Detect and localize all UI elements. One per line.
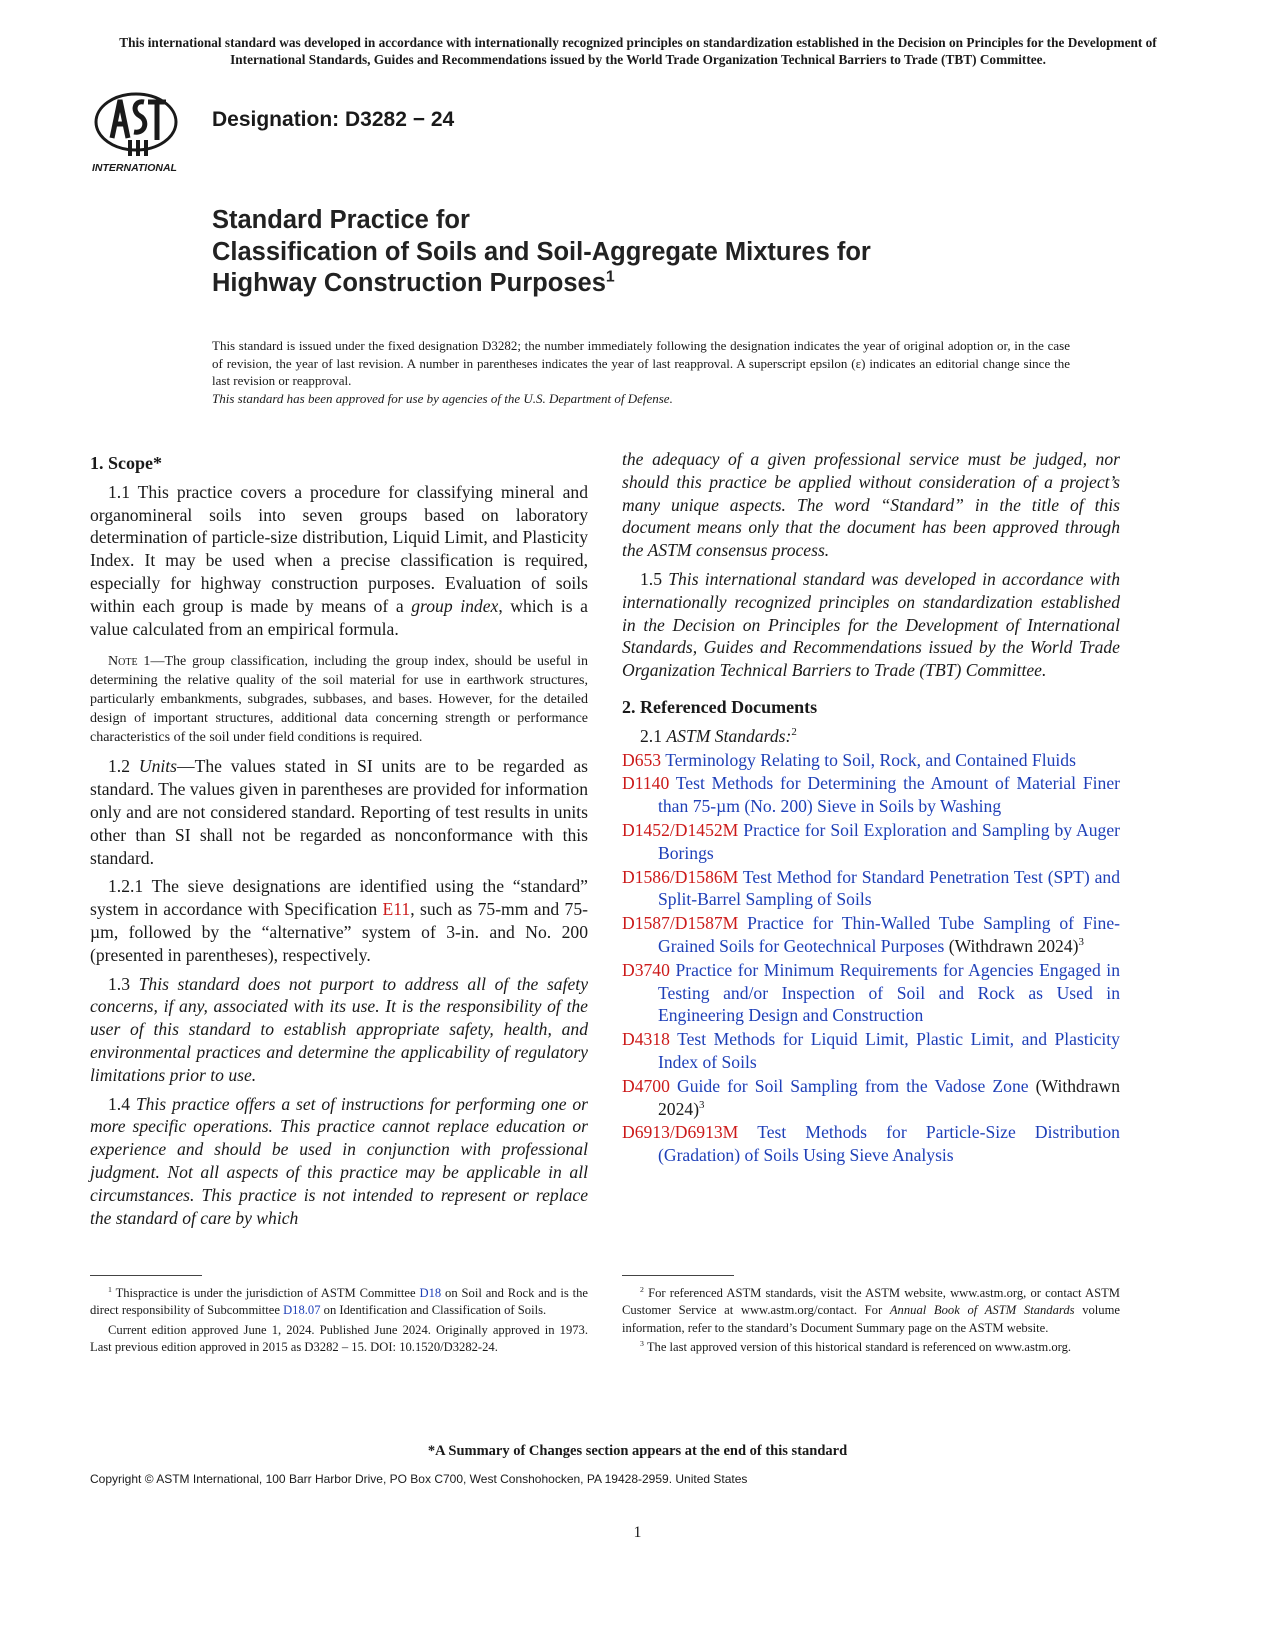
reference-list	[622, 749, 1120, 1167]
scope-heading: 1. Scope*	[90, 453, 162, 473]
reference-title-link[interactable]: Practice for Thin-Walled Tube Sampling of Fine-Grained Soils for Geotechnical Purposes	[658, 913, 1120, 956]
designation: Designation: D3282 − 24	[212, 108, 455, 131]
link-d18-07[interactable]: D18.07	[283, 1303, 321, 1318]
summary-of-changes-note: *A Summary of Changes section appears at the end of this standard	[427, 1443, 848, 1459]
reference-code-link[interactable]: D4318	[622, 1029, 670, 1050]
reference-code-link[interactable]: D653	[622, 749, 662, 770]
page-number: 1	[633, 1524, 642, 1541]
reference-code-link[interactable]: D6913/D6913M	[622, 1122, 739, 1143]
reference-code-link[interactable]: D1140	[622, 773, 670, 794]
reference-item	[622, 1121, 1120, 1167]
reference-title-link[interactable]: Test Methods for Liquid Limit, Plastic Limit, and Plasticity Index of Soils	[658, 1029, 1120, 1072]
footnote-1: $^1$ Thispractice is under the jurisdiction of ASTM Committee D18 on Soil and Rock and is the direct responsibility of Subcommittee D18.07 on Identification and Classification of Soils.	[90, 1284, 589, 1318]
astm-logo-icon	[90, 86, 194, 174]
footnotes-left	[90, 1285, 588, 1359]
logo-text: INTERNATIONAL	[92, 162, 177, 174]
footnote-divider-left	[90, 1275, 202, 1276]
reference-code-link[interactable]: D4700	[622, 1075, 670, 1096]
reference-title-link[interactable]: Test Methods for Particle-Size Distribution (Gradation) of Soils Using Sieve Analysis	[658, 1122, 1120, 1166]
approval-statement: This standard has been approved for use by agencies of the U.S. Department of Defense.	[212, 391, 673, 406]
reference-item	[622, 749, 1120, 772]
paragraph-1-4-continued: the adequacy of a given professional service must be judged, nor should this practice be applied without consideration of a project’s many unique aspects. The word “Standard” in the title of this document means only that the document has been approved through the ASTM consensus process.	[622, 449, 1120, 561]
paragraph-2-1: 2.1 ASTM Standards:$^2$	[640, 725, 797, 746]
footnote-2: $^2$ For referenced ASTM standards, visit the ASTM website, www.astm.org, or contact ASTM Customer Service at www.astm.org/contact. For Annual Book of ASTM Standards volume information, refer to the standard’s Document Summary page on the ASTM website.	[622, 1284, 1120, 1335]
reference-code-link[interactable]: D1452/D1452M	[622, 819, 739, 840]
footnote-3: $^3$ The last approved version of this historical standard is referenced on www.astm.org.	[640, 1339, 1072, 1355]
reference-title-link[interactable]: Test Method for Standard Penetration Test (SPT) and Split-Barrel Sampling of Soils	[658, 866, 1120, 910]
reference-title-link[interactable]: Test Methods for Determining the Amount of Material Finer than 75-µm (No. 200) Sieve in Soils by Washing	[658, 773, 1120, 817]
footnote-divider-right	[622, 1275, 734, 1276]
paragraph-1-1: 1.1 This practice covers a procedure for classifying mineral and organomineral soils into seven groups based on laboratory determination of particle-size distribution, Liquid Limit, and Plasticity Index. It may be used when a precise classification is required, especially for highway construction purposes. Evaluation of soils within each group is made by means of a group index, which is a value calculated from an empirical formula.	[90, 481, 588, 639]
reference-code-link[interactable]: D1586/D1586M	[622, 866, 739, 887]
top-notice: This international standard was developed in accordance with internationally recognized principles on standardization established in the Decision on Principles for the Development of International Standards, Guides and Recommendations issued by the World Trade Organization Technical Barriers to Trade (TBT) Committee.	[119, 35, 1157, 67]
copyright-line: Copyright © ASTM International, 100 Barr Harbor Drive, PO Box C700, West Conshohocken, PA 19428-2959. United States	[90, 1472, 748, 1486]
reference-item	[622, 819, 1120, 865]
reference-title-link[interactable]: Guide for Soil Sampling from the Vadose Zone	[677, 1075, 1029, 1096]
link-e11[interactable]: E11	[382, 899, 411, 920]
reference-item	[622, 866, 1120, 912]
reference-item: D1587/D1587M Practice for Thin-Walled Tube Sampling of Fine-Grained Soils for Geotechnical Purposes (Withdrawn 2024)$^3$	[622, 913, 1120, 956]
document-title	[212, 205, 1172, 300]
reference-title-link[interactable]: Practice for Soil Exploration and Sampling by Auger Borings	[658, 819, 1120, 863]
note-1: Note 1—The group classification, including the group index, should be useful in determining the relative quality of the soil material for use in earthwork structures, particularly embankments, subgrades, subbases, and bases. However, for the detailed design of important structures, additional data concerning strength or performance characteristics of the soil under field conditions is required.	[90, 654, 588, 746]
paragraph-1-3: 1.3 This standard does not purport to address all of the safety concerns, if any, associated with its use. It is the responsibility of the user of this standard to establish appropriate safety, health, and environmental practices and determine the applicability of regulatory limitations prior to use.	[90, 973, 589, 1085]
reference-code-link[interactable]: D1587/D1587M	[622, 913, 739, 934]
link-d18[interactable]: D18	[419, 1286, 442, 1300]
footnotes-right	[622, 1285, 1120, 1359]
reference-item	[622, 959, 1120, 1027]
paragraph-1-2-1: 1.2.1 The sieve designations are identified using the “standard” system in accordance with Specification E11, such as 75-mm and 75-µm, followed by the “alternative” system of 3-in. and No. 200 (presented in parentheses), respectively.	[90, 876, 588, 965]
title-line-3: Highway Construction Purposes$^1$	[212, 268, 615, 297]
title-line-1: Standard Practice for	[212, 206, 470, 234]
astm-logo	[90, 86, 194, 174]
title-footnote-mark: 1	[605, 268, 615, 286]
reference-code-link[interactable]: D3740	[622, 959, 670, 980]
reference-item	[622, 772, 1120, 818]
title-line-2: Classification of Soils and Soil-Aggregate Mixtures for	[212, 237, 871, 266]
reference-title-link[interactable]: Terminology Relating to Soil, Rock, and Contained Fluids	[665, 749, 1076, 770]
paragraph-1-5: 1.5 This international standard was developed in accordance with internationally recognized principles on standardization established in the Decision on Principles for the Development of International Standards, Guides and Recommendations issued by the World Trade Organization Technical Barriers to Trade (TBT) Committee.	[622, 568, 1120, 681]
left-column	[90, 448, 588, 1235]
reference-item: D4700 Guide for Soil Sampling from the Vadose Zone (Withdrawn 2024)$^3$	[622, 1075, 1120, 1119]
footnote-1-edition: Current edition approved June 1, 2024. Published June 2024. Originally approved in 1973. Last previous edition approved in 2015 as D3282 – 15. DOI: 10.1520/D3282-24.	[90, 1322, 588, 1355]
issuance-statement: This standard is issued under the fixed designation D3282; the number immediately following the designation indicates the year of original adoption or, in the case of revision, the year of last revision. A number in parentheses indicates the year of last reapproval. A superscript epsilon (ε) indicates an editorial change since the last revision or reapproval.	[212, 338, 1070, 388]
reference-item	[622, 1028, 1120, 1074]
paragraph-1-4: 1.4 This practice offers a set of instructions for performing one or more specific operations. This practice cannot replace education or experience and should be used in conjunction with professional judgment. Not all aspects of this practice may be applicable in all circumstances. This practice is not intended to represent or replace the standard of care by which	[90, 1093, 589, 1228]
reference-title-link[interactable]: Practice for Minimum Requirements for Agencies Engaged in Testing and/or Inspection of Soil and Rock as Used in Engineering Design and Construction	[658, 959, 1120, 1026]
referenced-documents-heading: 2. Referenced Documents	[622, 696, 818, 717]
paragraph-1-2: 1.2 Units—The values stated in SI units are to be regarded as standard. The values given in parentheses are provided for information only and are not considered standard. Reporting of test results in units other than SI shall not be regarded as nonconformance with this standard.	[90, 756, 589, 868]
right-column	[622, 448, 1120, 1168]
